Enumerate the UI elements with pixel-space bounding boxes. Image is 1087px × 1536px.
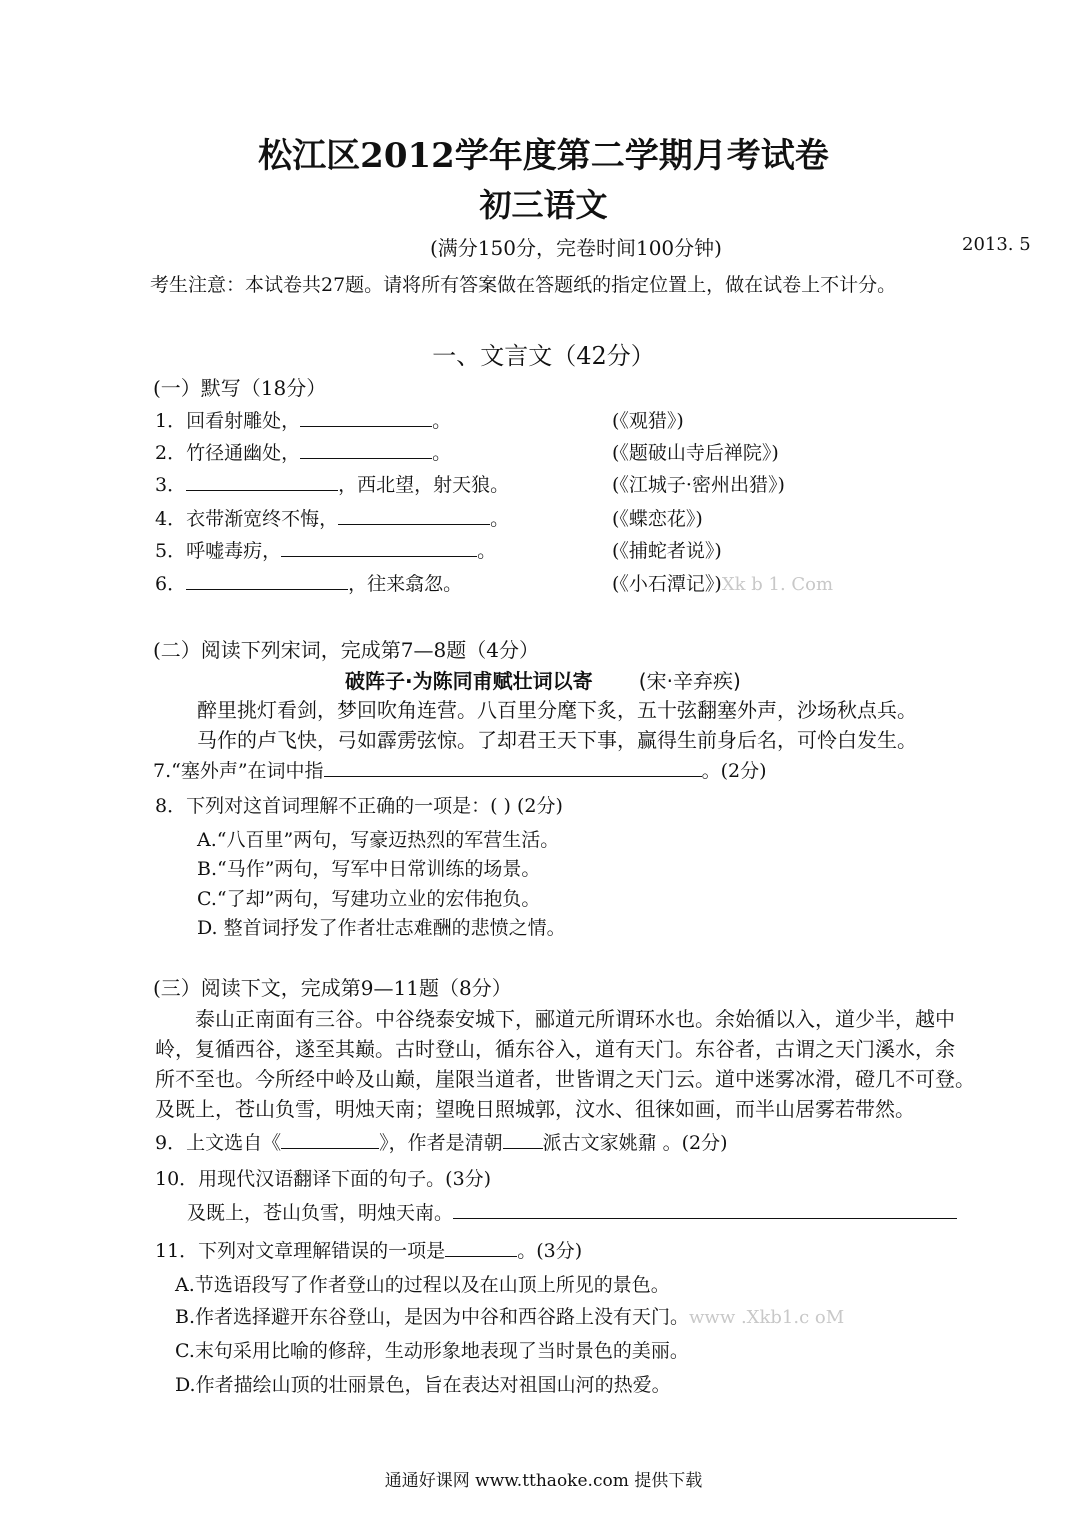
q6-punct: ，往来翕忽。 (348, 573, 463, 595)
q9-text-c: 派古文家姚鼐 。(2分) (542, 1132, 728, 1154)
exam-title: 松江区2012学年度第二学期月考试卷 (258, 136, 829, 176)
q1-source: (《观猎》) (612, 410, 684, 432)
q9 (155, 1128, 728, 1155)
q11-option-a: A.节选语段写了作者登山的过程以及在山顶上所见的景色。 (175, 1274, 670, 1296)
q8-option-b: B.“马作”两句，写军中日常训练的场景。 (197, 858, 541, 880)
q7-score: 。(2分) (701, 760, 767, 782)
prose-line-3: 所不至也。今所经中岭及山巅，崖限当道者，世皆谓之天门云。道中迷雾冰滑，磴几不可登。 (155, 1067, 975, 1091)
q5-text: 5．呼嘘毒疠， (155, 540, 282, 562)
q6-source (612, 569, 833, 596)
q2-text: 2．竹径通幽处， (155, 442, 301, 464)
q1-text: 1．回看射雕处， (155, 410, 301, 432)
poem-line-1: 醉里挑灯看剑，梦回吹角连营。八百里分麾下炙，五十弦翻塞外声，沙场秋点兵。 (197, 698, 917, 722)
part3-heading: (三）阅读下文，完成第9—11题（8分） (153, 976, 512, 1000)
q11-option-b (175, 1302, 844, 1329)
q6 (155, 569, 462, 596)
q11-option-b-text: B.作者选择避开东谷登山，是因为中谷和西谷路上没有天门。 (175, 1306, 690, 1328)
prose-line-1: 泰山正南面有三谷。中谷绕泰安城下，郦道元所谓环水也。余始循以入，道少半，越中 (195, 1007, 955, 1031)
q1-blank[interactable] (300, 408, 432, 427)
q2-blank[interactable] (300, 440, 432, 459)
q1 (155, 406, 451, 433)
q10-blank[interactable] (453, 1200, 957, 1219)
q3-text: 3． (155, 474, 187, 496)
poem-header (345, 665, 741, 694)
q3-punct: ，西北望，射天狼。 (338, 474, 510, 496)
q3-blank[interactable] (186, 472, 338, 491)
q9-text-a: 9．上文选自《 (155, 1132, 282, 1154)
q9-blank-1[interactable] (281, 1130, 379, 1149)
q9-text-b: 》，作者是清朝 (379, 1132, 503, 1154)
q11-blank[interactable] (445, 1238, 517, 1257)
q11-score: 。(3分) (517, 1240, 583, 1262)
q4-source: (《蝶恋花》) (612, 508, 703, 530)
q8: 8．下列对这首词理解不正确的一项是：( ) (2分) (155, 795, 563, 817)
prose-line-4: 及既上，苍山负雪，明烛天南；望晚日照城郭，汶水、徂徕如画，而半山居雾若带然。 (155, 1097, 915, 1121)
q4-blank[interactable] (338, 506, 490, 525)
q6-blank[interactable] (186, 571, 348, 590)
q8-option-a: A.“八百里”两句，写豪迈热烈的军营生活。 (197, 829, 560, 851)
q5-punct: 。 (477, 540, 497, 562)
q3 (155, 470, 509, 497)
q6-text: 6． (155, 573, 187, 595)
q2-punct: 。 (432, 442, 452, 464)
q10-sentence: 及既上，苍山负雪，明烛天南。 (187, 1202, 454, 1224)
watermark-1: Xk b 1. Com (721, 574, 834, 595)
q8-option-d: D. 整首词抒发了作者壮志难酬的悲愤之情。 (197, 917, 566, 939)
part2-heading: (二）阅读下列宋词，完成第7—8题（4分） (153, 638, 539, 662)
q8-option-c: C.“了却”两句，写建功立业的宏伟抱负。 (197, 888, 541, 910)
q4-text: 4．衣带渐宽终不悔， (155, 508, 339, 530)
exam-date: 2013. 5 (962, 234, 1031, 255)
q7-blank[interactable] (324, 758, 702, 777)
poem-author: (宋·辛弃疾) (638, 669, 741, 693)
q2 (155, 438, 451, 465)
poem-title: 破阵子·为陈同甫赋壮词以寄 (345, 669, 593, 693)
q10-line (187, 1198, 957, 1225)
q5-blank[interactable] (281, 538, 477, 557)
q4-punct: 。 (490, 508, 510, 530)
q7-text: 7.“塞外声”在词中指 (153, 760, 324, 782)
q7 (153, 756, 766, 783)
q6-source-text: (《小石潭记》) (612, 573, 722, 595)
q1-punct: 。 (432, 410, 452, 432)
q11-option-d: D.作者描绘山顶的壮丽景色，旨在表达对祖国山河的热爱。 (175, 1374, 671, 1396)
footer-credit: 通通好课网 www.tthaoke.com 提供下载 (384, 1471, 703, 1491)
q5-source: (《捕蛇者说》) (612, 540, 722, 562)
exam-info: (满分150分，完卷时间100分钟) (430, 236, 722, 260)
q11-text: 11．下列对文章理解错误的一项是 (155, 1240, 446, 1262)
prose-line-2: 岭，复循西谷，遂至其巅。古时登山，循东谷入，道有天门。东谷者，古谓之天门溪水，余 (155, 1037, 955, 1061)
q3-source: (《江城子·密州出猎》) (612, 474, 785, 496)
watermark-2: www .Xkb1.c oM (689, 1307, 845, 1328)
exam-notice: 考生注意：本试卷共27题。请将所有答案做在答题纸的指定位置上，做在试卷上不计分。 (150, 274, 897, 296)
q2-source: (《题破山寺后禅院》) (612, 442, 779, 464)
exam-subtitle: 初三语文 (479, 186, 608, 224)
q11-option-c: C.末句采用比喻的修辞，生动形象地表现了当时景色的美丽。 (175, 1340, 689, 1362)
q10: 10．用现代汉语翻译下面的句子。(3分) (155, 1168, 492, 1190)
q11 (155, 1236, 582, 1263)
q9-blank-2[interactable] (503, 1130, 543, 1149)
q5 (155, 536, 496, 563)
q4 (155, 504, 509, 531)
section-title: 一、文言文（42分） (432, 342, 655, 370)
part1-heading: (一）默写（18分） (153, 376, 327, 400)
poem-line-2: 马作的卢飞快，弓如霹雳弦惊。了却君王天下事，赢得生前身后名，可怜白发生。 (197, 728, 917, 752)
